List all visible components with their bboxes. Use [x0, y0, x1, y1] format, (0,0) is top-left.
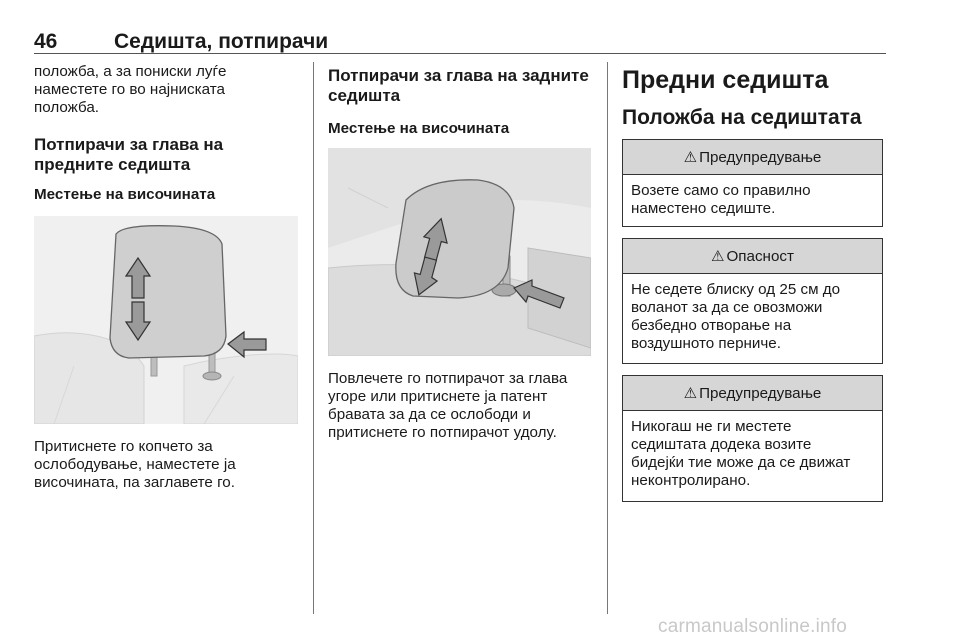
warning-box-2 — [622, 375, 883, 502]
warning-triangle-icon: ⚠ — [683, 385, 698, 402]
front-seats-heading: Предни седишта — [622, 66, 829, 94]
danger-box — [622, 238, 883, 364]
header-rule — [34, 53, 886, 54]
watermark: carmanualsonline.info — [658, 616, 848, 637]
rear-height-subheading: Местење на височината — [328, 120, 510, 137]
front-headrest-heading: Потпирачи за глава на предните седишта — [34, 135, 224, 174]
front-height-subheading: Местење на височината — [34, 186, 216, 203]
rear-headrest-illustration — [328, 148, 591, 356]
rear-caption: Повлечете го потпирачот за глава угоре или притиснете ја патент бравата за да се ослободи и притиснете го потпирачот удолу. — [328, 370, 568, 441]
intro-paragraph: положба, а за пониски луѓе наместете го во најниската положба. — [34, 63, 227, 116]
danger-box-heading: ⚠ Опасност — [623, 239, 882, 274]
warning-box-1-text: Возете само со правилно наместено седиште. — [631, 182, 811, 217]
column-divider-2 — [607, 62, 608, 614]
front-headrest-illustration — [34, 216, 298, 424]
warning-box-2-text: Никогаш не ги местете седиштата додека возите бидејќи тие може да се движат неконтролирано. — [631, 418, 851, 489]
front-caption: Притиснете го копчето за ослободување, наместете ја височината, па заглавете го. — [34, 438, 236, 491]
warning-box-1 — [622, 139, 883, 227]
warning-triangle-icon: ⚠ — [683, 149, 698, 166]
warning-triangle-icon: ⚠ — [711, 248, 725, 265]
seat-position-subheading: Положба на седиштата — [622, 106, 862, 129]
column-divider-1 — [313, 62, 314, 614]
page-number: 46 — [34, 30, 58, 53]
page-header-title: Седишта, потпирачи — [114, 30, 329, 53]
warning-box-2-heading: ⚠ Предупредување — [623, 376, 882, 411]
danger-box-text: Не седете блиску од 25 см до воланот за да се овозможи безбедно отворање на воздушното перниче. — [631, 281, 841, 352]
rear-headrest-heading: Потпирачи за глава на задните седишта — [328, 66, 589, 105]
warning-box-1-heading: ⚠ Предупредување — [623, 140, 882, 175]
